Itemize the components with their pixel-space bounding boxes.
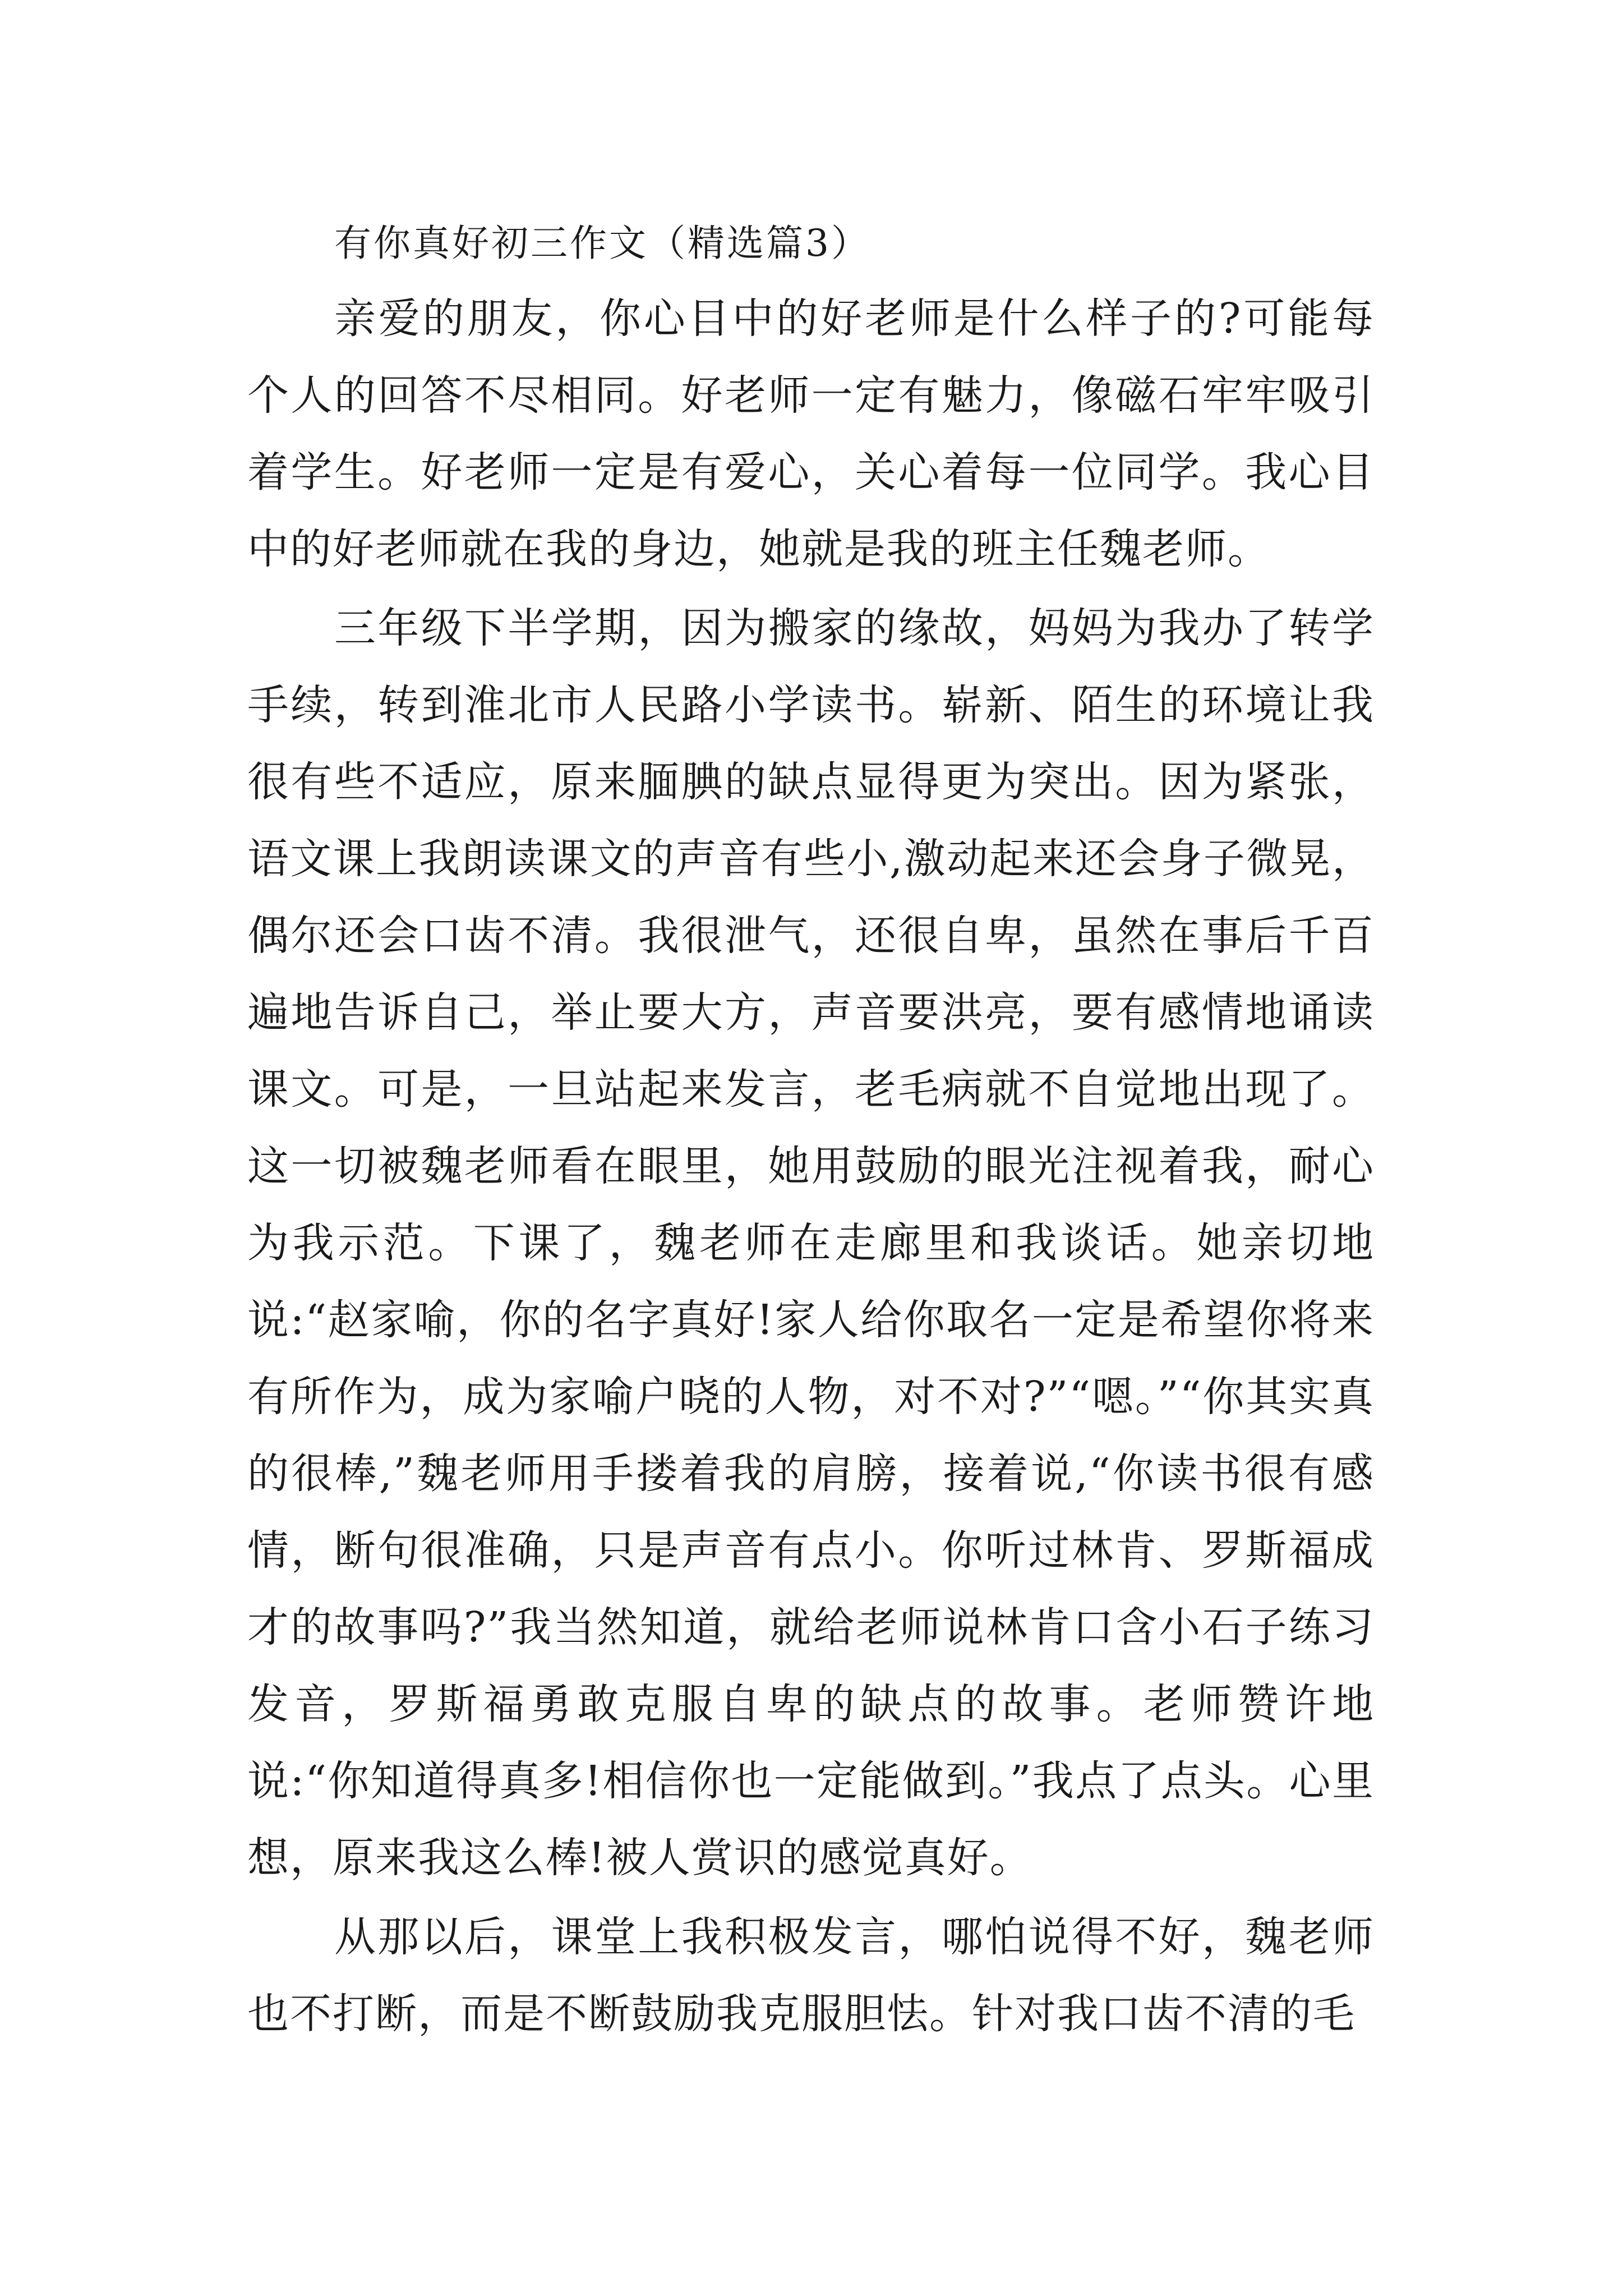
paragraph: 三年级下半学期，因为搬家的缘故，妈妈为我办了转学手续，转到淮北市人民路小学读书。崭新、陌生的环境让我很有些不适应，原来腼腆的缺点显得更为突出。因为紧张，语文课上我朗读课文的声音有些小,激动起来还会身子微晃，偶尔还会口齿不清。我很泄气，还很自卑，虽然在事后千百遍地告诉自己，举止要大方，声音要洪亮，要有感情地诵读课文。可是，一旦站起来发言，老毛病就不自觉地出现了。这一切被魏老师看在眼里，她用鼓励的眼光注视着我，耐心为我示范。下课了，魏老师在走廊里和我谈话。她亲切地说:“赵家喻，你的名字真好!家人给你取名一定是希望你将来有所作为，成为家喻户晓的人物，对不对?”“嗯。”“你其实真的很棒,”魏老师用手搂着我的肩膀，接着说,“你读书很有感情，断句很准确，只是声音有点小。你听过林肯、罗斯福成才的故事吗?”我当然知道，就给老师说林肯口含小石子练习发音，罗斯福勇敢克服自卑的缺点的故事。老师赞许地说:“你知道得真多!相信你也一定能做到。”我点了点头。心里想，原来我这么棒!被人赏识的感觉真好。 <box>247 604 1375 1882</box>
document-body <box>247 206 1375 2053</box>
paragraph: 从那以后，课堂上我积极发言，哪怕说得不好，魏老师也不打断，而是不断鼓励我克服胆怯。针对我口齿不清的毛 <box>247 1913 1375 2038</box>
paragraph: 亲爱的朋友，你心目中的好老师是什么样子的?可能每个人的回答不尽相同。好老师一定有魅力，像磁石牢牢吸引着学生。好老师一定是有爱心，关心着每一位同学。我心目中的好老师就在我的身边，她就是我的班主任魏老师。 <box>247 295 1375 573</box>
document-title: 有你真好初三作文（精选篇3） <box>334 222 870 265</box>
